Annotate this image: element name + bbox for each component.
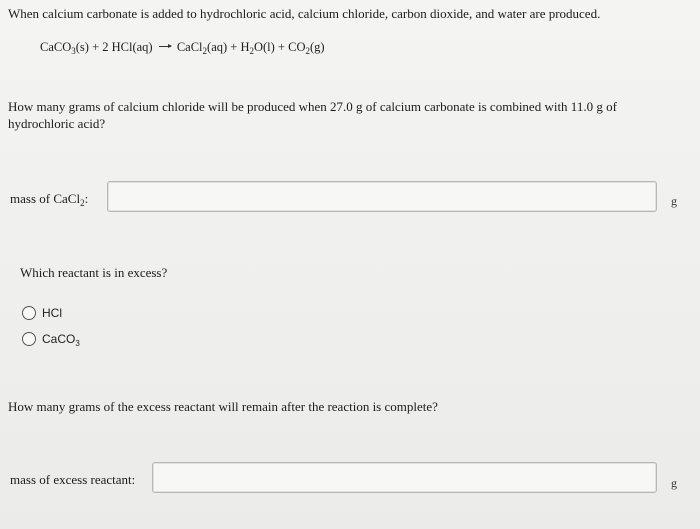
mass-excess-label: mass of excess reactant: [10,472,136,487]
radio-hcl[interactable] [22,306,36,320]
option-hcl-label: HCl [42,306,62,320]
radio-caco3[interactable] [22,332,36,346]
question-2-text: Which reactant is in excess? [20,265,168,280]
option-caco3-label: CaCO$_3$ [42,332,80,348]
mass-excess-unit: g [671,476,677,490]
product-cacl2: CaCl [176,40,203,54]
mass-cacl2-label: mass of CaCl$_2$: [10,191,89,208]
question-1-text: How many grams of calcium chloride will be produced when 27.0 g of calcium carbonate is combined with 11.0 g of hydrochloric acid? [8,99,617,131]
reaction-arrow-icon [159,46,171,47]
reactant-caco3: CaCO [40,40,72,54]
mass-excess-input[interactable] [152,462,657,493]
chemical-equation: CaCO$_3$(s) + 2 HCl(aq) CaCl$_2$(aq) + $H_2O(l) + CO_2(g)$ [40,40,325,56]
question-3-text: How many grams of the excess reactant will remain after the reaction is complete? [8,399,438,414]
mass-cacl2-input[interactable] [107,181,657,212]
intro-statement: When calcium carbonate is added to hydrochloric acid, calcium chloride, carbon dioxide, and water are produced. [8,6,601,21]
mass-cacl2-unit: g [671,194,677,208]
